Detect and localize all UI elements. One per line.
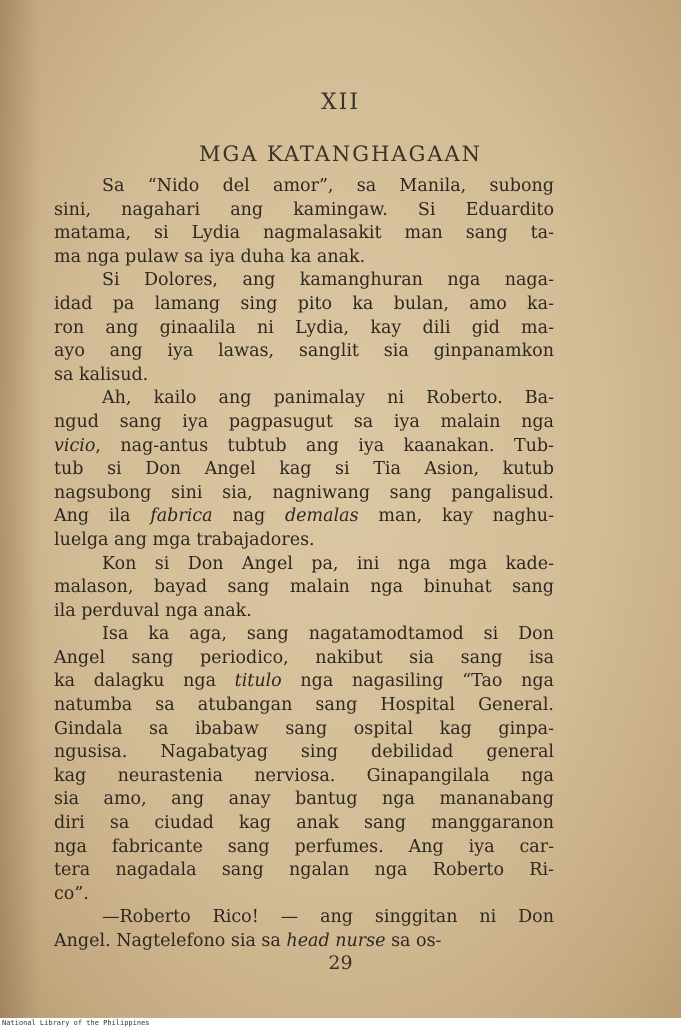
text-line (54, 694, 554, 718)
text-segment: sini, nagahari ang kamingaw. Si Eduardito (54, 199, 554, 220)
text-segment: nagsubong sini sia, nagniwang sang pangalisud. (54, 482, 554, 503)
text-line (54, 718, 554, 742)
text-segment: Angel sang periodico, nakibut sia sang isa (54, 647, 554, 668)
italic-phrase: fabrica (150, 506, 213, 527)
text-segment: Ah, kailo ang panimalay ni Roberto. Ba- (102, 388, 554, 409)
text-segment: nga nagasiling “Tao nga (281, 671, 554, 692)
text-line (54, 859, 554, 883)
text-line (54, 411, 554, 435)
chapter-title: MGA KATANGHAGAAN (198, 142, 483, 166)
text-segment: Ang ila (54, 506, 151, 527)
text-line (54, 340, 554, 364)
text-segment: Sa “Nido del amor”, sa Manila, subong (102, 176, 554, 196)
text-segment: sa kalisud. (54, 364, 149, 385)
text-line (54, 175, 554, 199)
text-segment: ka dalagku nga (54, 671, 235, 692)
text-line (54, 576, 554, 600)
text-segment: nag (212, 506, 285, 527)
text-segment: luelga ang mga trabajadores. (54, 529, 315, 550)
text-line (54, 269, 554, 293)
text-line (54, 364, 554, 388)
text-line (54, 246, 554, 270)
text-segment: Gindala sa ibabaw sang ospital kag ginpa- (54, 718, 554, 739)
text-line (54, 930, 554, 954)
text-segment: Si Dolores, ang kamanghuran nga naga- (102, 270, 554, 291)
italic-phrase: titulo (234, 671, 282, 692)
body-text (54, 175, 554, 954)
text-segment: Angel. Nagtelefono sia sa (54, 931, 287, 951)
text-segment: natumba sa atubangan sang Hospital General. (54, 695, 554, 716)
text-segment: ila perduval nga anak. (54, 600, 252, 621)
library-footer: National Library of the Philippines (2, 1019, 150, 1027)
text-line (54, 435, 554, 459)
text-segment: ma nga pulaw sa iya duha ka anak. (54, 246, 366, 267)
text-line (54, 600, 554, 624)
text-segment: tub si Don Angel kag si Tia Asion, kutub (54, 459, 554, 480)
text-line (54, 765, 554, 789)
text-line (54, 505, 554, 529)
page-number: 29 (328, 952, 353, 974)
text-segment: Kon si Don Angel pa, ini nga mga kade- (102, 553, 554, 574)
text-segment: malason, bayad sang malain nga binuhat sang (54, 577, 554, 598)
text-line (54, 317, 554, 341)
text-line (54, 883, 554, 907)
text-line (54, 623, 554, 647)
text-line (54, 741, 554, 765)
text-line (54, 812, 554, 836)
italic-phrase: demalas (284, 506, 359, 527)
text-segment: ngusisa. Nagabatyag sing debilidad general (54, 742, 554, 763)
text-segment: man, kay naghu- (358, 506, 554, 527)
chapter-number: XII (320, 90, 361, 115)
text-segment: tera nagadala sang ngalan nga Roberto Ri- (54, 860, 554, 881)
text-segment: sa os- (385, 931, 442, 951)
text-line (54, 199, 554, 223)
italic-phrase: vicio (54, 435, 96, 456)
text-segment: matama, si Lydia nagmalasakit man sang ta- (54, 223, 554, 244)
text-line (54, 529, 554, 553)
text-line (54, 836, 554, 860)
text-line (54, 387, 554, 411)
text-segment: diri sa ciudad kag anak sang manggaranon (54, 813, 554, 834)
text-line (54, 222, 554, 246)
text-segment: sia amo, ang anay bantug nga mananabang (54, 789, 554, 810)
text-line (54, 458, 554, 482)
text-segment: kag neurastenia nerviosa. Ginapangilala nga (54, 765, 554, 786)
text-line (54, 482, 554, 506)
text-segment: co”. (54, 883, 89, 904)
text-line (54, 788, 554, 812)
text-line (54, 553, 554, 577)
text-segment: idad pa lamang sing pito ka bulan, amo ka- (54, 293, 554, 314)
text-line (54, 906, 554, 930)
text-segment: ngud sang iya pagpasugut sa iya malain nga (54, 411, 554, 432)
text-line (54, 293, 554, 317)
text-line (54, 647, 554, 671)
text-segment: ayo ang iya lawas, sanglit sia ginpanamkon (54, 341, 554, 362)
text-segment: —Roberto Rico! — ang singgitan ni Don (102, 907, 554, 928)
text-segment: Isa ka aga, sang nagatamodtamod si Don (102, 624, 554, 645)
text-segment: , nag-antus tubtub ang iya kaanakan. Tub- (95, 435, 554, 456)
text-line (54, 670, 554, 694)
text-segment: ron ang ginaalila ni Lydia, kay dili gid ma- (54, 317, 554, 338)
text-segment: nga fabricante sang perfumes. Ang iya car- (54, 836, 554, 857)
italic-phrase: head nurse (286, 931, 386, 951)
